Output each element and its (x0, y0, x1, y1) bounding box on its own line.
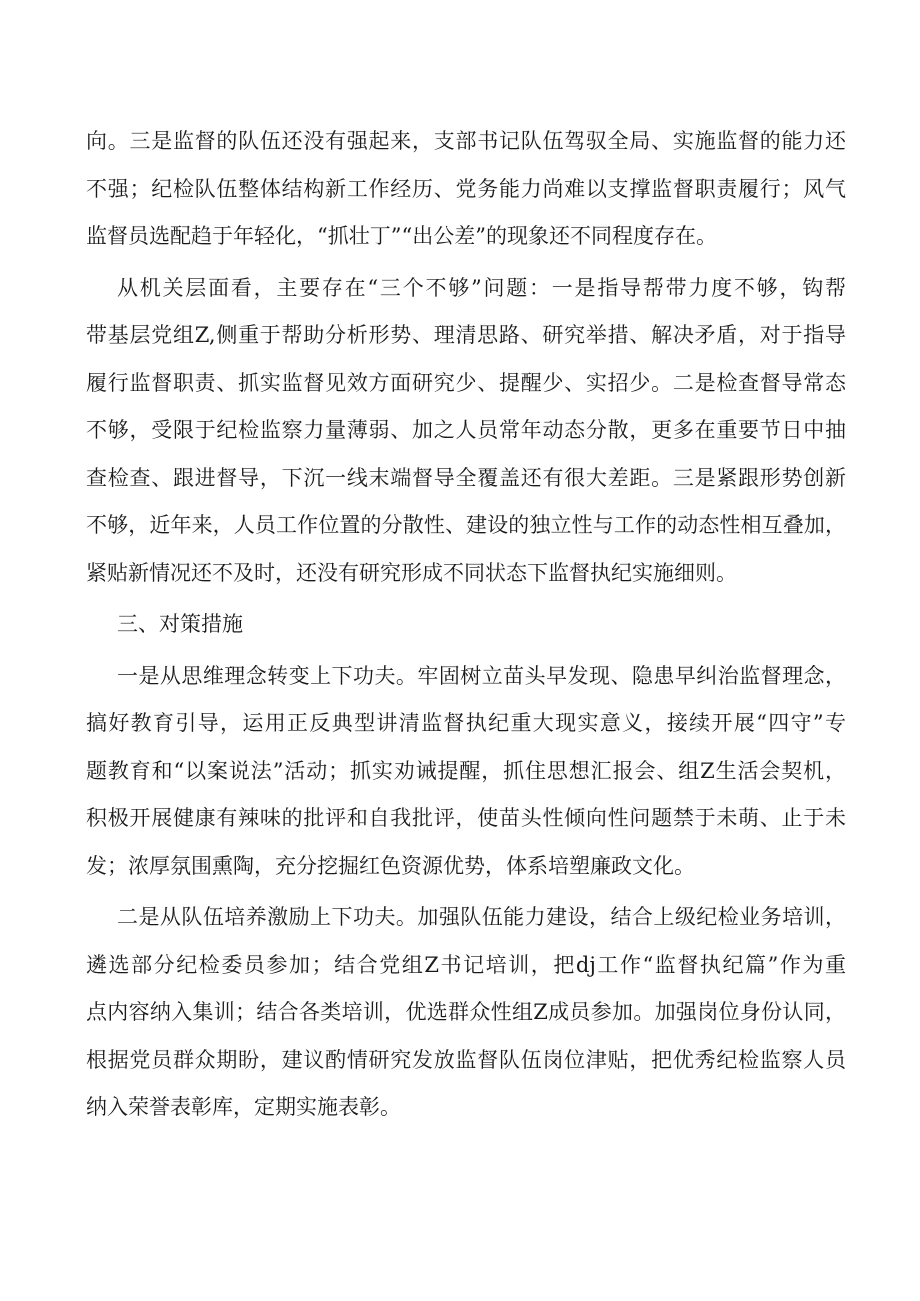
paragraph (86, 653, 846, 891)
text-line: 带基层党组Z,侧重于帮助分析形势、理清思路、研究举措、解决矛盾，对于指导 (86, 323, 846, 347)
document-page (86, 118, 846, 1136)
paragraph (86, 265, 846, 598)
text-line: 不够，近年来，人员工作位置的分散性、建设的独立性与工作的动态性相互叠加， (86, 513, 846, 537)
text-line: 三、对策措施 (117, 612, 243, 636)
text-line: 题教育和“以案说法”活动；抓实劝诫提醒，抓住思想汇报会、组Z生活会契机， (86, 758, 846, 783)
text-line: 积极开展健康有辣味的批评和自我批评，使苗头性倾向性问题禁于未萌、止于未 (86, 806, 846, 830)
text-line: 履行监督职责、抓实监督见效方面研究少、提醒少、实招少。二是检查督导常态 (86, 370, 846, 395)
text-line: 向。三是监督的队伍还没有强起来，支部书记队伍驾驭全局、实施监督的能力还 (86, 129, 846, 153)
text-line: 不够，受限于纪检监察力量薄弱、加之人员常年动态分散，更多在重要节日中抽 (86, 418, 846, 442)
text-line: 点内容纳入集训；结合各类培训，优选群众性组Z成员参加。加强岗位身份认同， (86, 1000, 846, 1024)
text-line: 从机关层面看，主要存在“三个不够”问题：一是指导帮带力度不够，钩帮 (117, 275, 846, 300)
text-line: 不强；纪检队伍整体结构新工作经历、党务能力尚难以支撑监督职责履行；风气 (86, 176, 846, 201)
text-line: 查检查、跟进督导，下沉一线末端督导全覆盖还有很大差距。三是紧跟形势创新 (86, 465, 846, 490)
text-line: 遴选部分纪检委员参加；结合党组Z书记培训，把dj工作“监督执纪篇”作为重 (86, 952, 846, 977)
text-line: 根据党员群众期盼，建议酌情研究发放监督队伍岗位津贴，把优秀纪检监察人员 (86, 1047, 846, 1072)
paragraph (86, 601, 846, 649)
text-line: 发；浓厚氛围熏陶，充分挖掘红色资源优势，体系培塑廉政文化。 (86, 853, 695, 878)
text-line: 二是从队伍培养激励上下功夫。加强队伍能力建设，结合上级纪检业务培训， (117, 905, 846, 929)
paragraph (86, 118, 846, 261)
text-line: 紧贴新情况还不及时，还没有研究形成不同状态下监督执纪实施细则。 (86, 560, 737, 585)
text-line: 一是从思维理念转变上下功夫。牢固树立苗头早发现、隐患早纠治监督理念， (117, 663, 846, 688)
text-line: 搞好教育引导，运用正反典型讲清监督执纪重大现实意义，接续开展“四守”专 (86, 711, 846, 735)
text-line: 监督员选配趋于年轻化，“抓壮丁”“出公差”的现象还不同程度存在。 (86, 224, 717, 248)
text-line: 纳入荣誉表彰库，定期实施表彰。 (86, 1095, 401, 1119)
paragraph (86, 894, 846, 1132)
